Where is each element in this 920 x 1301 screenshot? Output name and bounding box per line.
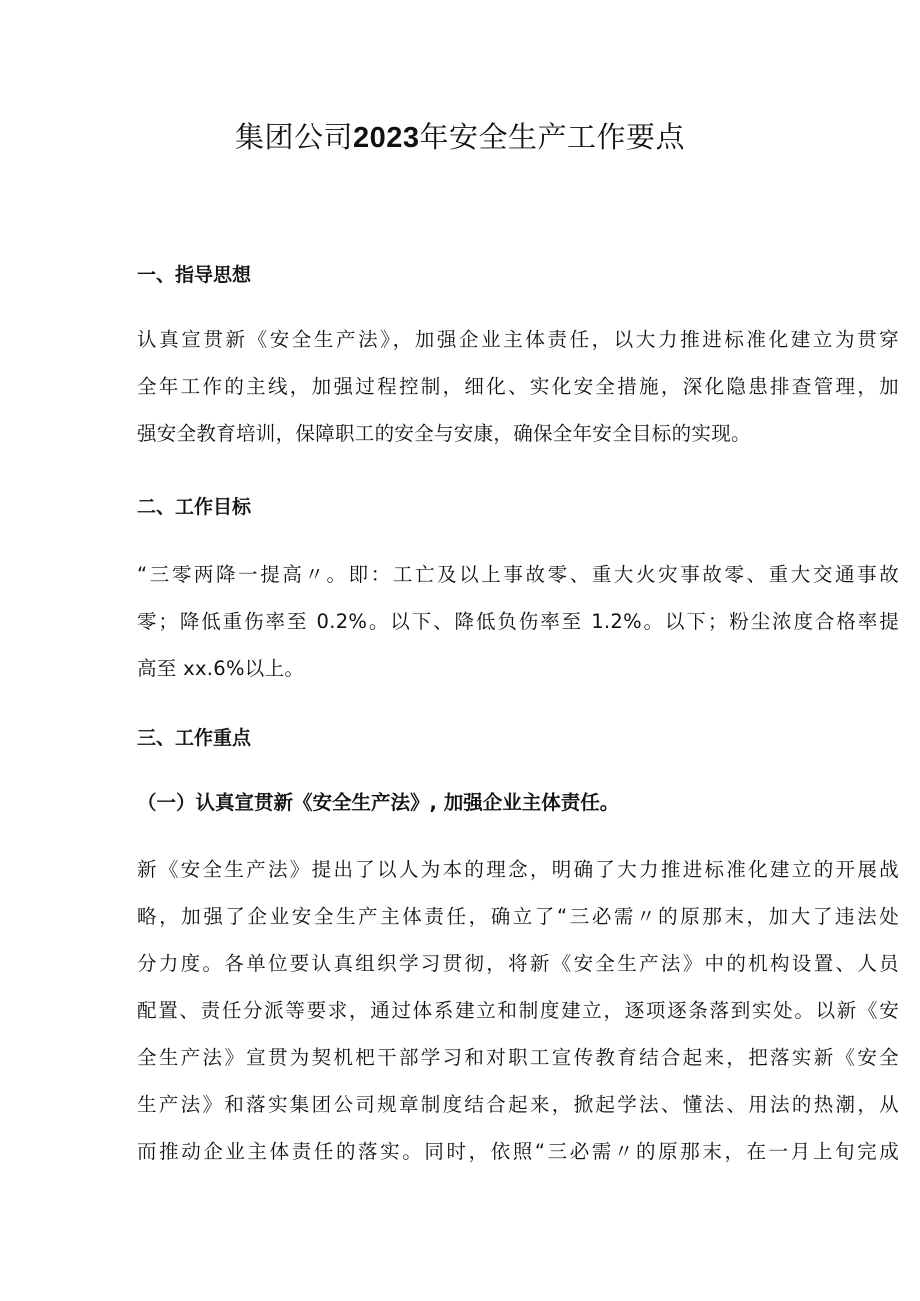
section-heading-guiding-ideology: 一、指导思想 [137,264,252,286]
paragraph-line: 零；降低重伤率至 0.2%。以下、降低负伤率至 1.2%。以下；粉尘浓度合格率提 [137,610,899,633]
paragraph-line: 分力度。各单位要认真组织学习贯彻，将新《安全生产法》中的机构设置、人员 [137,952,899,975]
paragraph-line: 生产法》和落实集团公司规章制度结合起来，掀起学法、懂法、用法的热潮，从 [137,1093,899,1116]
paragraph-line: 全生产法》宣贯为契机杷干部学习和对职工宣传教育结合起来，把落实新《安全 [137,1046,899,1069]
section-heading-work-goals: 二、工作目标 [137,496,252,518]
section-heading-work-focus: 三、工作重点 [137,727,252,749]
page-title [0,114,920,161]
paragraph-line: 配置、责任分派等要求，通过体系建立和制度建立，逐项逐条落到实处。以新《安 [137,999,899,1022]
paragraph-line: 高至 xx.6%以上。 [137,657,305,680]
paragraph-work-focus-1 [137,846,899,1175]
paragraph-work-goals [137,551,899,692]
title-prefix: 集团公司 [234,120,353,154]
paragraph-line: 认真宣贯新《安全生产法》，加强企业主体责任，以大力推进标准化建立为贯穿 [137,328,899,351]
subsection-heading-1: （一）认真宣贯新《安全生产法》, 加强企业主体责任。 [137,791,620,814]
paragraph-line: 而推动企业主体责任的落实。同时，依照“三必需〃的原那末，在一月上旬完成 [137,1140,899,1163]
paragraph-line: 强安全教育培训，保障职工的安全与安康，确保全年安全目标的实现。 [137,422,751,445]
paragraph-line: 新《安全生产法》提出了以人为本的理念，明确了大力推进标准化建立的开展战 [137,858,899,881]
title-suffix: 年安全生产工作要点 [419,120,686,154]
paragraph-line: 略，加强了企业安全生产主体责任，确立了“三必需〃的原那末，加大了违法处 [137,905,899,928]
paragraph-guiding-ideology [137,316,899,457]
paragraph-line: 全年工作的主线，加强过程控制，细化、实化安全措施，深化隐患排查管理，加 [137,375,899,398]
title-year: 2023 [352,122,420,154]
paragraph-line: “三零两降一提高〃。即：工亡及以上事故零、重大火灾事故零、重大交通事故 [137,563,899,586]
